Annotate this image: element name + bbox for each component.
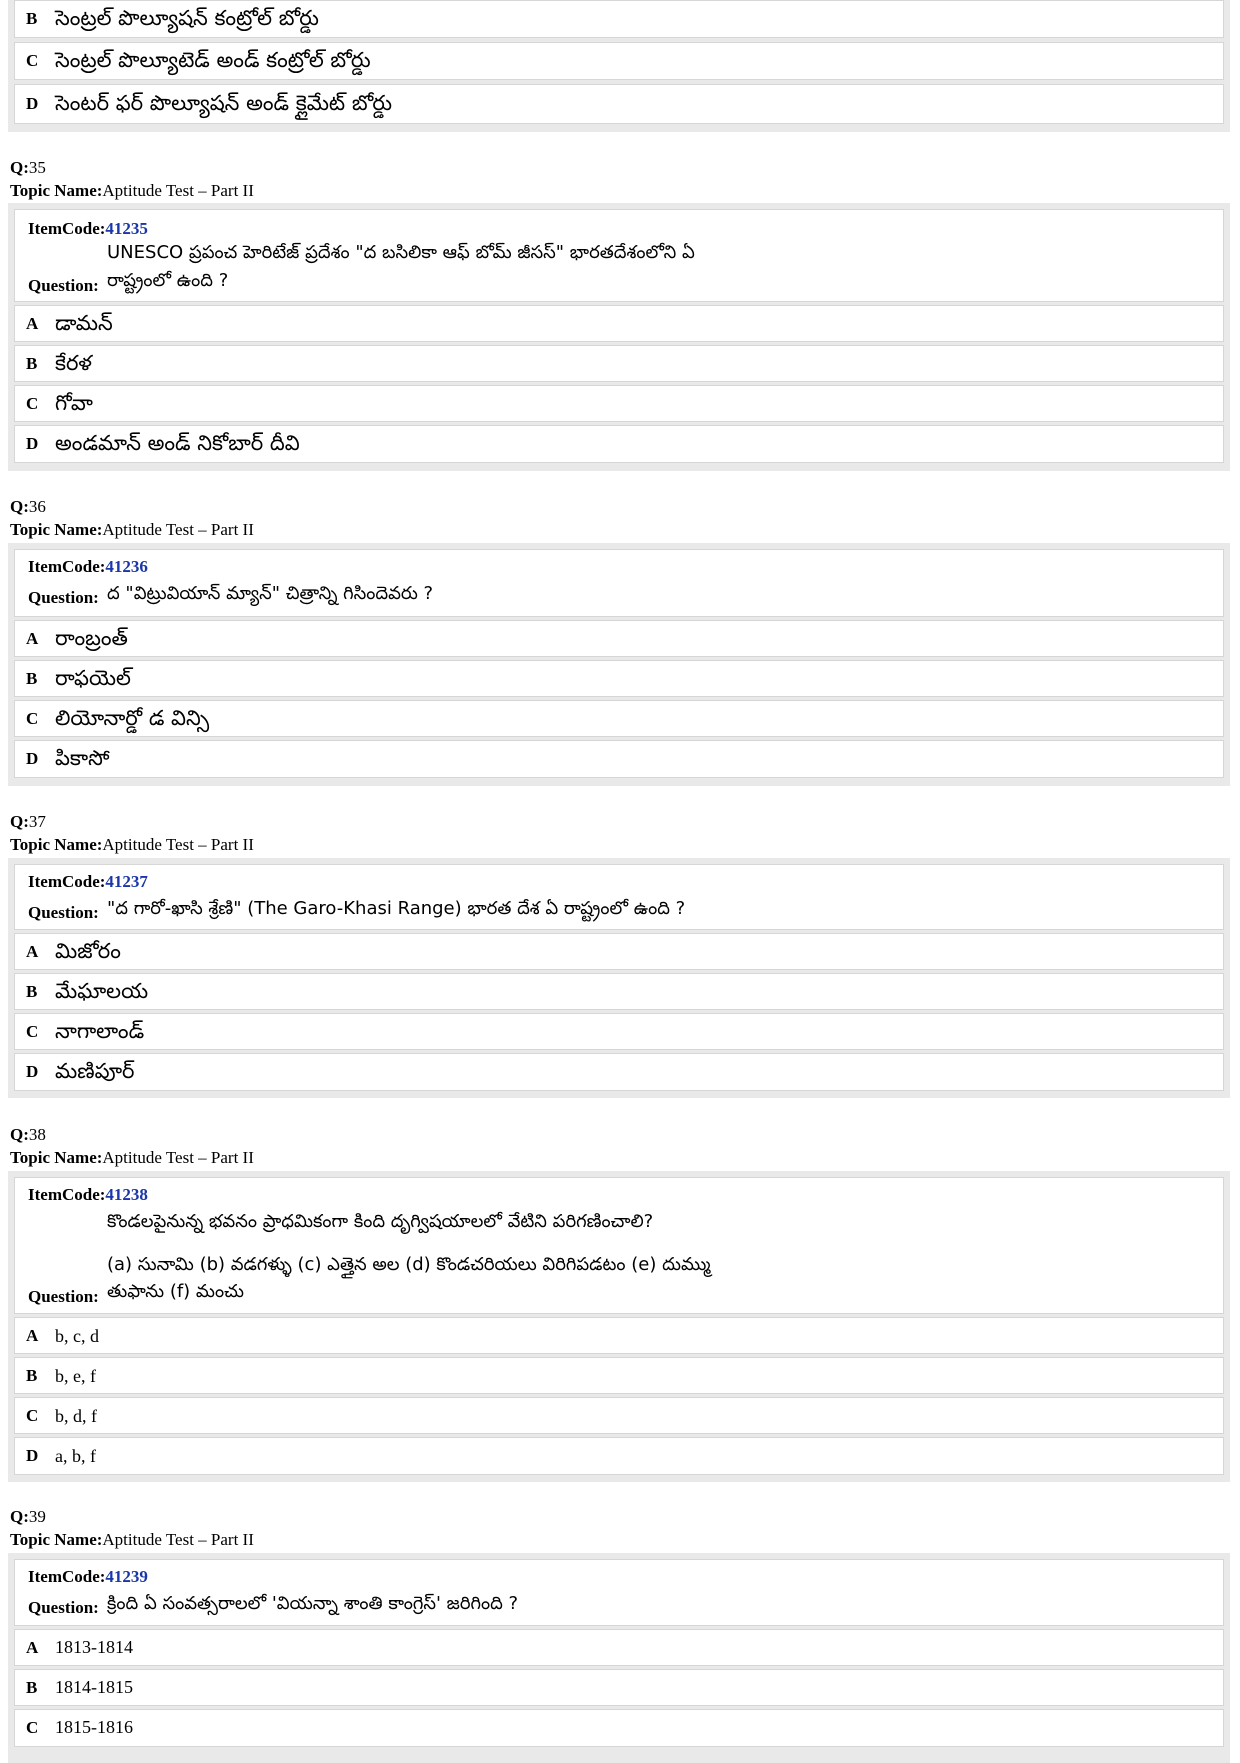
option-text: లియోనార్డో డ విన్సి	[55, 706, 210, 730]
question-number: Q:39	[10, 1507, 46, 1526]
option-letter: A	[26, 314, 39, 333]
option-letter: D	[26, 1446, 39, 1465]
question-number: Q:37	[10, 812, 46, 831]
option-letter: B	[26, 1678, 38, 1697]
question-header	[14, 864, 1224, 930]
option-row-a[interactable]	[14, 305, 1224, 342]
question-label: Question:	[28, 588, 99, 607]
question-text-line: రాష్ట్రంలో ఉంది ?	[107, 270, 229, 291]
question-number: Q:36	[10, 497, 46, 516]
option-letter: A	[26, 1638, 39, 1657]
question-text-line: UNESCO ప్రపంచ హెరిటేజ్ ప్రదేశం "ద బసిలికా ఆఫ్ బోమ్ జీసస్" భారతదేశంలోని ఏ	[107, 242, 695, 263]
prev-question-table	[8, 0, 1230, 132]
item-code: ItemCode:41236	[28, 557, 148, 576]
option-letter: A	[26, 1326, 39, 1345]
question-number: Q:38	[10, 1125, 46, 1144]
option-letter: B	[26, 669, 38, 688]
option-text: b, e, f	[55, 1366, 96, 1386]
option-text: అండమాన్ అండ్ నికోబార్ దీవి	[55, 431, 300, 455]
option-text: a, b, f	[55, 1446, 96, 1466]
question-header	[14, 549, 1224, 617]
option-text: 1814-1815	[55, 1677, 133, 1697]
option-row-b[interactable]	[14, 973, 1224, 1010]
question-label: Question:	[28, 903, 99, 922]
option-text: పికాసో	[55, 746, 110, 770]
option-text: సెంటర్ ఫర్ పొల్యూషన్ అండ్ క్లైమేట్ బోర్డు	[55, 91, 393, 115]
option-row-b[interactable]	[14, 1357, 1224, 1394]
question-text-line: క్రింది ఏ సంవత్సరాలలో 'వియన్నా శాంతి కాంగ్రెస్' జరిగింది ?	[107, 1593, 519, 1614]
option-letter: B	[26, 982, 38, 1001]
question-table	[8, 543, 1230, 786]
option-row-b[interactable]	[14, 0, 1224, 38]
question-text-line: ద "విట్రువియాన్ మ్యాన్" చిత్రాన్ని గిసిందెవరు ?	[107, 583, 434, 604]
item-code: ItemCode:41237	[28, 872, 148, 891]
option-text: డామన్	[55, 311, 113, 335]
option-row-c[interactable]	[14, 700, 1224, 737]
item-code: ItemCode:41239	[28, 1567, 148, 1586]
option-letter: C	[26, 1718, 39, 1737]
option-letter: A	[26, 942, 39, 961]
option-text: మిజోరం	[55, 939, 121, 963]
option-letter: D	[26, 749, 39, 768]
option-row-d[interactable]	[14, 425, 1224, 463]
option-row-a[interactable]	[14, 933, 1224, 970]
question-text-line: (a) సునామి (b) వడగళ్ళు (c) ఎత్తైన అల (d) కొండచరియలు విరిగిపడటం (e) దుమ్ము	[107, 1254, 711, 1275]
topic-name: Topic Name:Aptitude Test – Part II	[10, 835, 254, 854]
option-text: b, c, d	[55, 1326, 99, 1346]
option-text: 1815-1816	[55, 1717, 133, 1737]
option-row-d[interactable]	[14, 740, 1224, 778]
option-letter: C	[26, 394, 39, 413]
option-row-d[interactable]	[14, 1437, 1224, 1475]
option-letter: B	[26, 1366, 38, 1385]
option-row-c[interactable]	[14, 1397, 1224, 1434]
option-text: మణిపూర్	[55, 1059, 135, 1083]
question-label: Question:	[28, 276, 99, 295]
option-row-c[interactable]	[14, 42, 1224, 80]
question-table	[8, 203, 1230, 471]
option-text: 1813-1814	[55, 1637, 133, 1657]
question-label: Question:	[28, 1598, 99, 1617]
question-table	[8, 1171, 1230, 1482]
option-letter: C	[26, 51, 39, 70]
question-table	[8, 1553, 1230, 1763]
item-code: ItemCode:41238	[28, 1185, 148, 1204]
option-text: నాగాలాండ్	[55, 1019, 145, 1043]
topic-name: Topic Name:Aptitude Test – Part II	[10, 181, 254, 200]
topic-name: Topic Name:Aptitude Test – Part II	[10, 520, 254, 539]
option-letter: D	[26, 1062, 39, 1081]
question-number: Q:35	[10, 158, 46, 177]
question-header	[14, 1559, 1224, 1626]
topic-name: Topic Name:Aptitude Test – Part II	[10, 1148, 254, 1167]
option-letter: D	[26, 94, 39, 113]
question-text-line: "ద గారో-ఖాసి శ్రేణి" (The Garo-Khasi Range) భారత దేశ ఏ రాష్ట్రంలో ఉంది ?	[107, 898, 686, 919]
question-text-line: కొండలపైనున్న భవనం ప్రాధమికంగా కింది దృగ్విషయాలలో వేటిని పరిగణించాలి?	[107, 1211, 654, 1232]
option-letter: D	[26, 434, 39, 453]
option-letter: A	[26, 629, 39, 648]
option-row-c[interactable]	[14, 385, 1224, 422]
option-row-d[interactable]	[14, 84, 1224, 124]
option-text: రాంబ్రంత్	[55, 626, 128, 650]
question-header	[14, 209, 1224, 302]
option-row-d[interactable]	[14, 1053, 1224, 1091]
option-row-b[interactable]	[14, 1669, 1224, 1706]
topic-name: Topic Name:Aptitude Test – Part II	[10, 1530, 254, 1549]
option-text: రాఫయెల్	[55, 666, 131, 690]
option-letter: C	[26, 709, 39, 728]
option-text: గోవా	[55, 391, 93, 415]
option-row-c[interactable]	[14, 1709, 1224, 1747]
question-text-line: తుఫాను (f) మంచు	[107, 1281, 244, 1302]
option-row-c[interactable]	[14, 1013, 1224, 1050]
option-text: మేఘాలయ	[55, 979, 149, 1003]
option-text: కేరళ	[55, 351, 92, 375]
option-text: b, d, f	[55, 1406, 97, 1426]
option-row-a[interactable]	[14, 1317, 1224, 1354]
question-label: Question:	[28, 1287, 99, 1306]
option-letter: B	[26, 9, 38, 28]
option-letter: C	[26, 1406, 39, 1425]
option-row-a[interactable]	[14, 620, 1224, 657]
option-row-b[interactable]	[14, 345, 1224, 382]
option-letter: C	[26, 1022, 39, 1041]
option-letter: B	[26, 354, 38, 373]
question-header	[14, 1177, 1224, 1314]
question-table	[8, 858, 1230, 1098]
item-code: ItemCode:41235	[28, 219, 148, 238]
option-text: సెంట్రల్ పొల్యూషన్ కంట్రోల్ బోర్డు	[55, 6, 319, 30]
option-row-b[interactable]	[14, 660, 1224, 697]
option-row-a[interactable]	[14, 1629, 1224, 1666]
option-text: సెంట్రల్ పొల్యూటెడ్ అండ్ కంట్రోల్ బోర్డు	[55, 48, 371, 72]
